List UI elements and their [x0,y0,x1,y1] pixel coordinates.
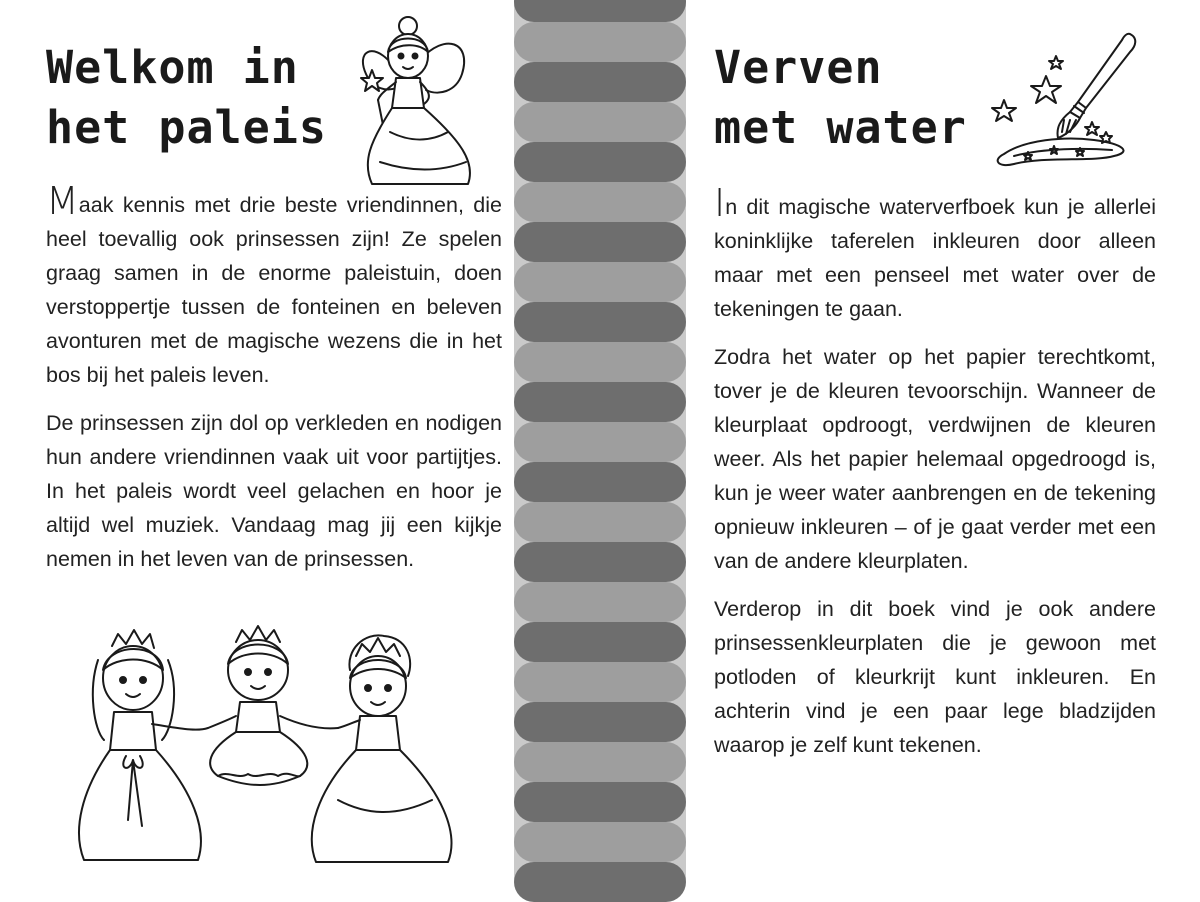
stripe-band [514,62,686,102]
fairy-icon [350,12,482,190]
stripe-band [514,862,686,902]
left-heading-line1: Welkom in [46,41,299,94]
left-paragraph-1-text: aak kennis met drie beste vriendinnen, die heel toevallig ook prinsessen zijn! Ze spelen graag samen in de enorme paleistuin, doen verstoppertje tussen de fonteinen en beleven avonturen met de magische wezens die in het bos bij het paleis leven. [46,193,502,387]
right-dropcap: I [714,181,726,225]
stripe-band [514,22,686,62]
stripe-band [514,662,686,702]
stripe-band [514,582,686,622]
right-body [714,181,1156,776]
left-body [46,179,502,590]
right-paragraph-3: Verderop in dit boek vind je ook andere prinsessenkleurplaten die je gewoon met potloden of kleurkrijt kunt inkleuren. En achterin vind je een paar lege bladzijden waarop je zelf kunt tekenen. [714,597,1156,757]
right-paragraph-1 [714,181,1156,326]
stripe-band [514,182,686,222]
left-heading [46,38,327,158]
stripe-band [514,382,686,422]
right-heading-line1: Verven [714,41,883,94]
right-heading [714,38,967,158]
stripe-band [514,142,686,182]
stripe-band [514,622,686,662]
stripe-band [514,542,686,582]
stripe-band [514,0,686,22]
stripe-band [514,102,686,142]
paintbrush-icon [984,28,1144,174]
stripe-band [514,222,686,262]
left-paragraph-2: De prinsessen zijn dol op verkleden en nodigen hun andere vriendinnen vaak uit voor partijtjes. In het paleis wordt veel gelachen en hoor je altijd wel muziek. Vandaag mag jij een kijkje nemen in het leven van de prinsessen. [46,411,502,571]
left-paragraph-1 [46,179,502,392]
stripe-band [514,422,686,462]
stripe-band [514,262,686,302]
left-heading-line2: het paleis [46,101,327,154]
stripe-band [514,502,686,542]
right-paragraph-2: Zodra het water op het papier terechtkomt, tover je de kleuren tevoorschijn. Wanneer de kleurplaat opdroogt, verdwijnen de kleuren weer. Als het papier helemaal opgedroogd is, kun je weer water aanbrengen en de tekening opnieuw inkleuren – of je gaat verder met een van de andere kleurplaten. [714,345,1156,573]
princesses-icon [68,620,464,876]
stripe-band [514,782,686,822]
stripe-band [514,302,686,342]
stripe-band [514,342,686,382]
stripe-band [514,462,686,502]
stripe-band [514,742,686,782]
stripe-band [514,702,686,742]
stripe-band [514,822,686,862]
center-stripe [514,0,686,881]
right-heading-line2: met water [714,101,967,154]
right-paragraph-1-text: n dit magische waterverfboek kun je allerlei koninklijke taferelen inkleuren door alleen maar met een penseel met water over de tekeningen te gaan. [714,195,1156,321]
left-dropcap: M [46,179,79,223]
